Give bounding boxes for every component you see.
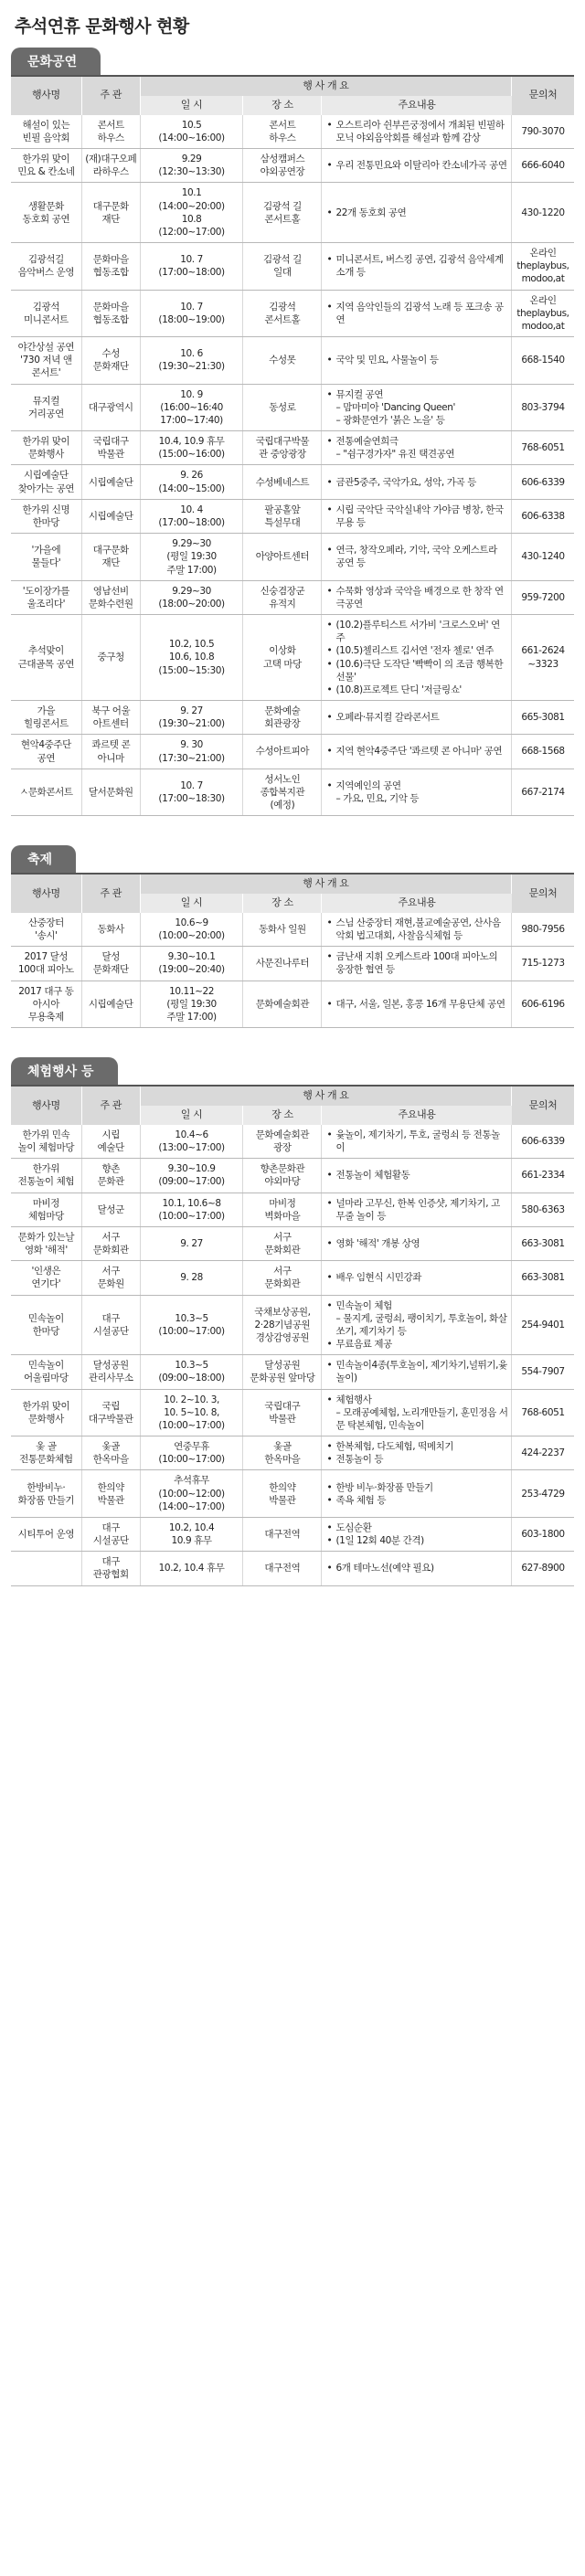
cell-host: 중구청 [81, 615, 140, 701]
content-item: • 전통놀이 등 [335, 1453, 508, 1466]
cell-contact: 661-2624 ~3323 [512, 615, 574, 701]
cell-name [11, 1552, 81, 1585]
cell-content [322, 1436, 512, 1470]
cell-host: 대구 시설공단 [81, 1517, 140, 1551]
cell-place: 서구 문화회관 [243, 1261, 322, 1295]
cell-place: 동화사 일원 [243, 913, 322, 947]
content-item: • 국악 및 민요, 사물놀이 등 [335, 354, 508, 366]
cell-name: ㅅ문화콘서트 [11, 769, 81, 816]
cell-host: 콘서트 하우스 [81, 115, 140, 149]
cell-content [322, 431, 512, 465]
header-place: 장 소 [243, 1106, 322, 1125]
cell-host: 달성군 [81, 1193, 140, 1226]
cell-place: 팔공홀앞 특설무대 [243, 499, 322, 533]
table-row [11, 115, 574, 149]
cell-contact: 온라인 theplaybus, modoo,at [512, 243, 574, 291]
cell-date: 10.11~22 (평일 19:30 주말 17:00) [140, 981, 243, 1028]
content-item: • 전통놀이 체험활동 [335, 1169, 508, 1182]
cell-host: 수성 문화재단 [81, 337, 140, 385]
cell-name: 한방비누· 화장품 만들기 [11, 1470, 81, 1518]
cell-name: 해설이 있는 빈필 음악회 [11, 115, 81, 149]
cell-host: 옻골 한옥마을 [81, 1436, 140, 1470]
content-item: • 전통예술연희극 [335, 435, 508, 448]
cell-host: 북구 어울 아트센터 [81, 701, 140, 735]
content-item: • (10.2)플루티스트 서가비 '크로스오버' 연주 [335, 619, 508, 644]
cell-name: 생활문화 동호회 공연 [11, 183, 81, 243]
table-row [11, 1261, 574, 1295]
content-item: • 시립 국악단 국악실내악 가야금 병창, 한국무용 등 [335, 504, 508, 529]
cell-contact: 668-1540 [512, 337, 574, 385]
page [11, 13, 574, 1586]
cell-date: 9. 26 (14:00~15:00) [140, 465, 243, 499]
content-item: – 물지게, 굴렁쇠, 팽이치기, 투호놀이, 화살쏘기, 제기차기 등 [335, 1312, 507, 1337]
cell-place: 김광석 길 콘서트홀 [243, 183, 322, 243]
cell-contact: 606-6196 [512, 981, 574, 1028]
content-item: • 대구, 서울, 일본, 홍콩 16개 무용단체 공연 [335, 998, 508, 1011]
content-item: • 배우 임현식 시민강좌 [335, 1271, 508, 1284]
cell-content [322, 183, 512, 243]
content-item: • 22개 동호회 공연 [335, 207, 508, 219]
cell-name: 마비정 체험마당 [11, 1193, 81, 1226]
content-item: • (10.6)극단 도작단 '빡빡이 의 조금 행복한 선물' [335, 658, 508, 684]
content-item: • 한복체험, 다도체험, 떡메치기 [335, 1440, 508, 1453]
cell-place: 국립대구 박물관 [243, 1389, 322, 1436]
cell-name: 한가위 맞이 민요 & 칸소네 [11, 149, 81, 183]
content-item: • 영화 '해적' 개봉 상영 [335, 1237, 508, 1250]
table-row [11, 580, 574, 614]
content-item: • 지역예인의 공연 [335, 779, 508, 792]
cell-name: 가을 힐링콘서트 [11, 701, 81, 735]
cell-date: 9.30~10.9 (09:00~17:00) [140, 1159, 243, 1193]
header-host: 주 관 [81, 77, 140, 115]
cell-date: 10. 6 (19:30~21:30) [140, 337, 243, 385]
cell-contact: 온라인 theplaybus, modoo,at [512, 290, 574, 337]
cell-name: 옻 골 전통문화체험 [11, 1436, 81, 1470]
cell-contact: 424-2237 [512, 1436, 574, 1470]
table-row [11, 534, 574, 581]
header-contact: 문의처 [512, 77, 574, 115]
header-place: 장 소 [243, 96, 322, 115]
header-date: 일 시 [140, 1106, 243, 1125]
cell-contact: 627-8900 [512, 1552, 574, 1585]
table-row [11, 735, 574, 769]
cell-host: 달서문화원 [81, 769, 140, 816]
content-item: • 오스트리아 쉰부른궁정에서 개최된 빈필하모닉 야외음악회를 해설과 함께 감상 [335, 119, 508, 144]
cell-contact: 580-6363 [512, 1193, 574, 1226]
cell-place: 국립대구박물 관 중앙광장 [243, 431, 322, 465]
content-item: • 스님 산중장터 재현,불교예술공연, 산사음악회 법고대회, 사찰음식체험 등 [335, 917, 508, 942]
cell-place: 수성못 [243, 337, 322, 385]
table-row [11, 1389, 574, 1436]
table-row [11, 1226, 574, 1260]
cell-contact: 666-6040 [512, 149, 574, 183]
content-item: • 미니콘서트, 버스킹 공연, 김광석 음악세계 소개 등 [335, 253, 508, 279]
cell-name: 한가위 민속 놀이 체험마당 [11, 1125, 81, 1159]
cell-content [322, 384, 512, 431]
cell-name: 문화가 있는날 영화 '해적' [11, 1226, 81, 1260]
section [11, 1028, 574, 1586]
cell-date: 9. 27 (19:30~21:00) [140, 701, 243, 735]
header-content: 주요내용 [322, 894, 512, 913]
cell-content [322, 1261, 512, 1295]
table-row [11, 149, 574, 183]
header-name: 행사명 [11, 77, 81, 115]
cell-contact: 959-7200 [512, 580, 574, 614]
cell-content [322, 243, 512, 291]
cell-place: 김광석 길 일대 [243, 243, 322, 291]
cell-content [322, 1226, 512, 1260]
content-item: • 지역 현악4중주단 '콰르텟 콘 아니마' 공연 [335, 745, 508, 758]
cell-content [322, 1355, 512, 1389]
table-row [11, 465, 574, 499]
cell-place: 대구전역 [243, 1517, 322, 1551]
header-content: 주요내용 [322, 1106, 512, 1125]
table-row [11, 337, 574, 385]
section [11, 38, 574, 816]
cell-place: 아양아트센터 [243, 534, 322, 581]
content-item: • 체험행사 [335, 1394, 508, 1406]
cell-date: 10.6~9 (10:00~20:00) [140, 913, 243, 947]
content-item: • 윷놀이, 제기차기, 투호, 굴렁쇠 등 전통놀이 [335, 1129, 508, 1154]
content-item: • 민속놀이4종(투호놀이, 제기차기,널뛰기,윷놀이) [335, 1359, 508, 1384]
section-gap [11, 816, 574, 836]
cell-place: 콘서트 하우스 [243, 115, 322, 149]
cell-place: 한의약 박물관 [243, 1470, 322, 1518]
cell-date: 10.3~5 (10:00~17:00) [140, 1295, 243, 1355]
cell-name: 민속놀이 한마당 [11, 1295, 81, 1355]
table-row [11, 1295, 574, 1355]
header-contact: 문의처 [512, 875, 574, 913]
header-content: 주요내용 [322, 96, 512, 115]
content-item: – 모래공예체험, 노리개만들기, 훈민정음 서문 탁본체험, 민속놀이 [335, 1406, 508, 1431]
cell-host: 달성 문화재단 [81, 947, 140, 981]
cell-host: 한의약 박물관 [81, 1470, 140, 1518]
table-row [11, 769, 574, 816]
cell-place: 국채보상공원, 2·28기념공원 경상감영공원 [243, 1295, 322, 1355]
cell-contact: 663-3081 [512, 1261, 574, 1295]
cell-content [322, 1295, 512, 1355]
cell-date: 9. 30 (17:30~21:00) [140, 735, 243, 769]
section-tab: 문화공연 [11, 48, 101, 75]
section [11, 816, 574, 1028]
cell-date: 9.30~10.1 (19:00~20:40) [140, 947, 243, 981]
events-table [11, 875, 574, 1028]
cell-content [322, 947, 512, 981]
cell-date: 10.2, 10.5 10.6, 10.8 (15:00~15:30) [140, 615, 243, 701]
table-row [11, 615, 574, 701]
cell-content [322, 615, 512, 701]
table-row [11, 1436, 574, 1470]
content-item: – 맘마미아 'Dancing Queen' [335, 401, 455, 413]
table-row [11, 290, 574, 337]
table-row [11, 701, 574, 735]
cell-date: 9.29 (12:30~13:30) [140, 149, 243, 183]
cell-content [322, 1470, 512, 1518]
cell-name: 한가위 맞이 문화행사 [11, 431, 81, 465]
cell-contact: 606-6339 [512, 465, 574, 499]
cell-place: 사문진나루터 [243, 947, 322, 981]
cell-host: 달성공원 관리사무소 [81, 1355, 140, 1389]
cell-host: 동화사 [81, 913, 140, 947]
cell-contact: 665-3081 [512, 701, 574, 735]
content-item: • 오페라·뮤지컬 갈라콘서트 [335, 711, 508, 724]
cell-host: 시립예술단 [81, 465, 140, 499]
content-item: – "쉼구경가자" 유진 택견공연 [335, 449, 455, 461]
content-item: • 수묵화 영상과 국악을 배경으로 한 창작 연극공연 [335, 585, 508, 610]
cell-content [322, 701, 512, 735]
table-row [11, 1355, 574, 1389]
cell-host: 서구 문화원 [81, 1261, 140, 1295]
cell-host: 국립대구 박물관 [81, 431, 140, 465]
cell-date: 9.29~30 (18:00~20:00) [140, 580, 243, 614]
cell-date: 10.3~5 (09:00~18:00) [140, 1355, 243, 1389]
cell-name: '가을에 물들다' [11, 534, 81, 581]
content-item: • 도심순환 [335, 1521, 508, 1534]
cell-date: 10. 7 (17:00~18:30) [140, 769, 243, 816]
cell-contact: 254-9401 [512, 1295, 574, 1355]
cell-place: 대구전역 [243, 1552, 322, 1585]
cell-place: 달성공원 문화공원 앞마당 [243, 1355, 322, 1389]
content-item: • 6개 테마노선(예약 필요) [335, 1562, 508, 1574]
cell-host: 서구 문화회관 [81, 1226, 140, 1260]
cell-content [322, 534, 512, 581]
cell-contact: 430-1220 [512, 183, 574, 243]
cell-place: 동성로 [243, 384, 322, 431]
cell-content [322, 913, 512, 947]
header-overview: 행 사 개 요 [140, 77, 511, 96]
cell-host: 시립예술단 [81, 499, 140, 533]
header-date: 일 시 [140, 894, 243, 913]
cell-place: 문화예술회관 [243, 981, 322, 1028]
cell-place: 성서노인 종합복지관 (예정) [243, 769, 322, 816]
cell-content [322, 1389, 512, 1436]
cell-host: 대구문화 재단 [81, 183, 140, 243]
cell-content [322, 1552, 512, 1585]
cell-contact: 715-1273 [512, 947, 574, 981]
cell-content [322, 1159, 512, 1193]
cell-place: 문화예술 회관광장 [243, 701, 322, 735]
cell-place: 서구 문화회관 [243, 1226, 322, 1260]
table-row [11, 431, 574, 465]
cell-date: 10. 2~10. 3, 10. 5~10. 8, (10:00~17:00) [140, 1389, 243, 1436]
content-item: • 금관5중주, 국악가요, 성악, 가곡 등 [335, 476, 508, 489]
cell-contact: 603-1800 [512, 1517, 574, 1551]
cell-date: 10.5 (14:00~16:00) [140, 115, 243, 149]
cell-name: 2017 달성 100대 피아노 [11, 947, 81, 981]
table-row [11, 947, 574, 981]
cell-host: 대구문화 재단 [81, 534, 140, 581]
cell-name: 야간상설 공연 '730 저녁 앤 콘서트' [11, 337, 81, 385]
content-item: • 족욕 체험 등 [335, 1494, 508, 1507]
cell-contact: 980-7956 [512, 913, 574, 947]
cell-name: 산중장터 '송시' [11, 913, 81, 947]
page-title: 추석연휴 문화행사 현황 [15, 16, 189, 37]
section-gap [11, 1028, 574, 1048]
header-date: 일 시 [140, 96, 243, 115]
cell-contact: 661-2334 [512, 1159, 574, 1193]
header-contact: 문의처 [512, 1087, 574, 1125]
cell-content [322, 499, 512, 533]
cell-name: '도이장가를 울조리다' [11, 580, 81, 614]
table-row [11, 499, 574, 533]
table-row [11, 384, 574, 431]
table-row [11, 1470, 574, 1518]
cell-content [322, 149, 512, 183]
cell-name: 한가위 맞이 문화행사 [11, 1389, 81, 1436]
cell-date: 10.2, 10.4 휴무 [140, 1552, 243, 1585]
content-item: • (1일 12회 40분 간격) [335, 1534, 508, 1547]
cell-date: 10. 4 (17:00~18:00) [140, 499, 243, 533]
cell-contact: 790-3070 [512, 115, 574, 149]
cell-host: 향촌 문화관 [81, 1159, 140, 1193]
cell-host: 국립 대구박물관 [81, 1389, 140, 1436]
table-row [11, 913, 574, 947]
cell-contact: 668-1568 [512, 735, 574, 769]
cell-place: 이상화 고택 마당 [243, 615, 322, 701]
cell-date: 9. 27 [140, 1226, 243, 1260]
content-item: • 민속놀이 체험 [335, 1299, 508, 1312]
table-row [11, 243, 574, 291]
cell-host: (재)대구오페 라하우스 [81, 149, 140, 183]
cell-date: 추석휴무 (10:00~12:00) (14:00~17:00) [140, 1470, 243, 1518]
cell-place: 수성아트피아 [243, 735, 322, 769]
table-row [11, 1159, 574, 1193]
cell-content [322, 1125, 512, 1159]
cell-content [322, 981, 512, 1028]
cell-date: 10.4~6 (13:00~17:00) [140, 1125, 243, 1159]
cell-content [322, 115, 512, 149]
cell-content [322, 580, 512, 614]
cell-content [322, 769, 512, 816]
content-item: • (10.5)첼리스트 김서연 '전자 첼로' 연주 [335, 644, 508, 657]
content-item: • 지역 음악인들의 김광석 노래 등 포크송 공연 [335, 301, 508, 326]
cell-content [322, 735, 512, 769]
cell-name: 뮤지컬 거리공연 [11, 384, 81, 431]
cell-host: 문화마을 협동조합 [81, 290, 140, 337]
content-item: • 연극, 창작오페라, 기악, 국악 오케스트라 공연 등 [335, 544, 508, 569]
content-item: • 한방 비누·화장품 만들기 [335, 1481, 508, 1494]
cell-contact: 430-1240 [512, 534, 574, 581]
cell-date: 10. 7 (17:00~18:00) [140, 243, 243, 291]
cell-contact: 667-2174 [512, 769, 574, 816]
cell-content [322, 290, 512, 337]
cell-place: 마비정 벽화마을 [243, 1193, 322, 1226]
cell-name: 김광석길 음악버스 운영 [11, 243, 81, 291]
cell-name: 시립예술단 찾아가는 공연 [11, 465, 81, 499]
cell-content [322, 1193, 512, 1226]
cell-name: 2017 대구 동 아시아 무용축제 [11, 981, 81, 1028]
cell-date: 9.29~30 (평일 19:30 주말 17:00) [140, 534, 243, 581]
cell-place: 김광석 콘서트홀 [243, 290, 322, 337]
cell-date: 10.2, 10.4 10.9 휴무 [140, 1517, 243, 1551]
header-overview: 행 사 개 요 [140, 875, 511, 894]
content-item: • 무료음료 제공 [335, 1338, 508, 1351]
content-item: • 뮤지컬 공연 [335, 388, 508, 401]
content-item: • 우리 전통민요와 이탈리아 칸소네가곡 공연 [335, 159, 508, 172]
section-tab: 체험행사 등 [11, 1057, 118, 1085]
cell-date: 10.1 (14:00~20:00) 10.8 (12:00~17:00) [140, 183, 243, 243]
cell-name: 한가위 신명 한마당 [11, 499, 81, 533]
cell-host: 시립예술단 [81, 981, 140, 1028]
cell-host: 대구 시설공단 [81, 1295, 140, 1355]
cell-host: 대구 관광협회 [81, 1552, 140, 1585]
cell-name: 추석맞이 근대골목 공연 [11, 615, 81, 701]
cell-contact: 253-4729 [512, 1470, 574, 1518]
cell-date: 10. 7 (18:00~19:00) [140, 290, 243, 337]
table-row [11, 1125, 574, 1159]
cell-content [322, 1517, 512, 1551]
cell-host: 문화마을 협동조합 [81, 243, 140, 291]
cell-contact: 768-6051 [512, 431, 574, 465]
cell-name: 현악4중주단 공연 [11, 735, 81, 769]
header-host: 주 관 [81, 1087, 140, 1125]
sections-container [11, 38, 574, 1586]
cell-name: 한가위 전통놀이 체험 [11, 1159, 81, 1193]
cell-contact: 554-7907 [512, 1355, 574, 1389]
content-item: • 금난새 지휘 오케스트라 100대 피아노의 웅장한 협연 등 [335, 950, 508, 976]
cell-date: 9. 28 [140, 1261, 243, 1295]
cell-date: 10.4, 10.9 휴무 (15:00~16:00) [140, 431, 243, 465]
events-table [11, 77, 574, 816]
content-item: • (10.8)프로젝트 단디 '저글링쇼' [335, 684, 508, 696]
table-row [11, 183, 574, 243]
table-row [11, 1193, 574, 1226]
cell-contact: 768-6051 [512, 1389, 574, 1436]
cell-date: 10. 9 (16:00~16:40 17:00~17:40) [140, 384, 243, 431]
content-item: – 광화문연가 '붉은 노을' 등 [335, 414, 445, 426]
content-item: – 가요, 민요, 기악 등 [335, 792, 420, 804]
cell-contact: 606-6339 [512, 1125, 574, 1159]
cell-date: 10.1, 10.6~8 (10:00~17:00) [140, 1193, 243, 1226]
cell-host: 대구광역시 [81, 384, 140, 431]
cell-place: 신숭겸장군 유적지 [243, 580, 322, 614]
cell-content [322, 337, 512, 385]
header-overview: 행 사 개 요 [140, 1087, 511, 1106]
cell-place: 향촌문화관 야외마당 [243, 1159, 322, 1193]
header-host: 주 관 [81, 875, 140, 913]
content-item: • 널마라 고무신, 한복 인증샷, 제기차기, 고무줄 놀이 등 [335, 1197, 508, 1223]
cell-host: 영남선비 문화수련원 [81, 580, 140, 614]
cell-place: 문화예술회관 광장 [243, 1125, 322, 1159]
header-place: 장 소 [243, 894, 322, 913]
table-row [11, 1552, 574, 1585]
section-tab: 축제 [11, 845, 76, 873]
cell-name: 김광석 미니콘서트 [11, 290, 81, 337]
events-table [11, 1087, 574, 1586]
header-name: 행사명 [11, 1087, 81, 1125]
cell-date: 연중무휴 (10:00~17:00) [140, 1436, 243, 1470]
cell-name: 시티투어 운영 [11, 1517, 81, 1551]
cell-name: '인생은 연기다' [11, 1261, 81, 1295]
cell-host: 콰르텟 콘 아니마 [81, 735, 140, 769]
cell-contact: 663-3081 [512, 1226, 574, 1260]
cell-place: 옻골 한옥마을 [243, 1436, 322, 1470]
table-row [11, 981, 574, 1028]
header-name: 행사명 [11, 875, 81, 913]
cell-contact: 606-6338 [512, 499, 574, 533]
cell-name: 민속놀이 어울림마당 [11, 1355, 81, 1389]
table-row [11, 1517, 574, 1551]
cell-contact: 803-3794 [512, 384, 574, 431]
cell-place: 수성베네스트 [243, 465, 322, 499]
cell-content [322, 465, 512, 499]
cell-host: 시립 예술단 [81, 1125, 140, 1159]
cell-place: 삼성캠퍼스 야외공연장 [243, 149, 322, 183]
